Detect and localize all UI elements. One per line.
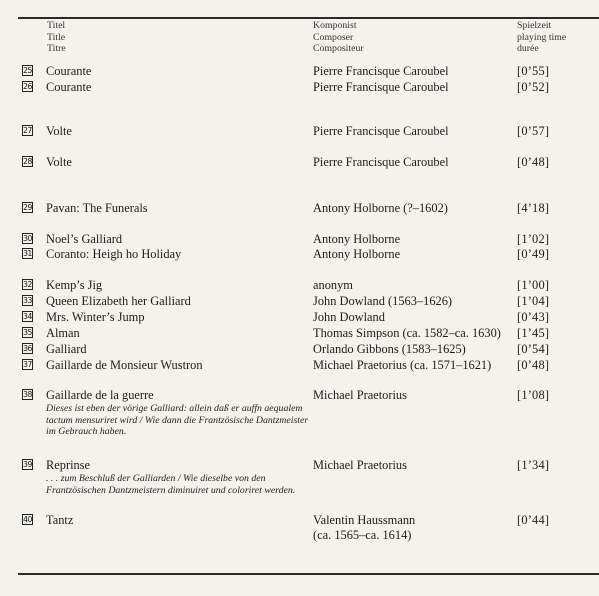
track-title: Volte — [46, 155, 72, 169]
track-title: Courante — [46, 80, 92, 94]
track-number-badge: 32 — [23, 280, 32, 289]
track-duration: [0’43] — [517, 310, 550, 324]
header-label: Spielzeit — [517, 20, 552, 31]
track-composer: Pierre Francisque Caroubel — [313, 80, 449, 94]
track-composer-dates: (ca. 1565–ca. 1614) — [313, 528, 412, 542]
track-number-badge: 30 — [23, 234, 32, 243]
track-composer: Thomas Simpson (ca. 1582–ca. 1630) — [313, 326, 501, 340]
track-number-badge: 28 — [23, 157, 32, 166]
track-title: Reprinse — [46, 458, 91, 472]
track-duration: [0’44] — [517, 513, 550, 527]
track-duration: [0’54] — [517, 342, 550, 356]
track-composer: Michael Praetorius (ca. 1571–1621) — [313, 358, 492, 372]
track-composer: John Dowland (1563–1626) — [313, 294, 453, 308]
track-duration: [1’04] — [517, 294, 550, 308]
track-number-badge: 26 — [23, 82, 32, 91]
track-title: Kemp’s Jig — [46, 278, 103, 292]
track-composer: Antony Holborne — [313, 247, 401, 261]
header-label: Titre — [47, 43, 66, 55]
track-title: Gaillarde de Monsieur Wustron — [46, 358, 203, 372]
track-duration: [0’52] — [517, 80, 550, 94]
header-label: Composer — [313, 31, 354, 43]
track-title: Volte — [46, 124, 72, 138]
track-duration: [1’45] — [517, 326, 550, 340]
track-duration: [0’48] — [517, 358, 550, 372]
track-title: Coranto: Heigh ho Holiday — [46, 247, 182, 261]
duration-column-header — [517, 20, 566, 55]
track-composer: Michael Praetorius — [313, 458, 407, 472]
track-duration: [1’08] — [517, 388, 550, 402]
header-label: playing time — [517, 31, 567, 43]
track-composer: Pierre Francisque Caroubel — [313, 64, 449, 78]
track-composer: Pierre Francisque Caroubel — [313, 155, 449, 169]
track-composer: Valentin Haussmann — [313, 513, 416, 527]
track-title: Gaillarde de la guerre — [46, 388, 154, 402]
track-duration: [1’02] — [517, 232, 550, 246]
track-number-badge: 37 — [23, 360, 32, 369]
header-label: Compositeur — [313, 43, 364, 55]
track-title: Courante — [46, 64, 92, 78]
track-title: Mrs. Winter’s Jump — [46, 310, 145, 324]
track-title: Pavan: The Funerals — [46, 201, 148, 215]
track-note: Dieses ist eben der vörige Galliard: allein daß er auffn aequalem tactum mensuriret wird / Wie dann die Frantzösische Dantzmeister im Gebrauch haben. — [46, 403, 309, 438]
top-rule — [18, 17, 599, 19]
composer-column-header — [313, 20, 364, 55]
track-title: Alman — [46, 326, 80, 340]
track-number-badge: 36 — [23, 344, 32, 353]
track-number-badge: 35 — [23, 328, 32, 337]
track-composer: Antony Holborne (?–1602) — [313, 201, 448, 215]
track-duration: [1’34] — [517, 458, 550, 472]
track-title: Tantz — [46, 513, 74, 527]
header-label: durée — [517, 43, 539, 55]
track-duration: [0’48] — [517, 155, 550, 169]
track-number-badge: 34 — [23, 312, 32, 321]
track-duration: [4’18] — [517, 201, 550, 215]
track-composer: anonym — [313, 278, 353, 292]
track-title: Galliard — [46, 342, 87, 356]
track-duration: [0’57] — [517, 124, 550, 138]
track-composer: Pierre Francisque Caroubel — [313, 124, 449, 138]
header-label: Title — [47, 31, 66, 43]
track-composer: Orlando Gibbons (1583–1625) — [313, 342, 466, 356]
track-duration: [0’55] — [517, 64, 550, 78]
title-column-header — [47, 20, 66, 55]
track-composer: John Dowland — [313, 310, 385, 324]
track-composer: Antony Holborne — [313, 232, 401, 246]
track-number-badge: 33 — [23, 296, 32, 305]
track-title: Queen Elizabeth her Galliard — [46, 294, 191, 308]
track-number-badge: 39 — [23, 460, 32, 469]
track-number-badge: 27 — [23, 126, 32, 135]
track-composer: Michael Praetorius — [313, 388, 407, 402]
track-number-badge: 25 — [23, 66, 32, 75]
track-number-badge: 31 — [23, 249, 32, 258]
track-number-badge: 29 — [23, 203, 32, 212]
track-duration: [1’00] — [517, 278, 550, 292]
track-note: . . . zum Beschluß der Galliarden / Wie dieselbe von den Frantzösischen Dantzmeistern diminuiret und coloriret werden. — [46, 473, 296, 496]
track-duration: [0’49] — [517, 247, 550, 261]
track-number-badge: 38 — [23, 390, 32, 399]
header-label: Titel — [47, 20, 66, 31]
track-title: Noel’s Galliard — [46, 232, 123, 246]
track-number-badge: 40 — [23, 515, 32, 524]
header-label: Komponist — [313, 20, 357, 31]
bottom-rule — [18, 573, 599, 575]
